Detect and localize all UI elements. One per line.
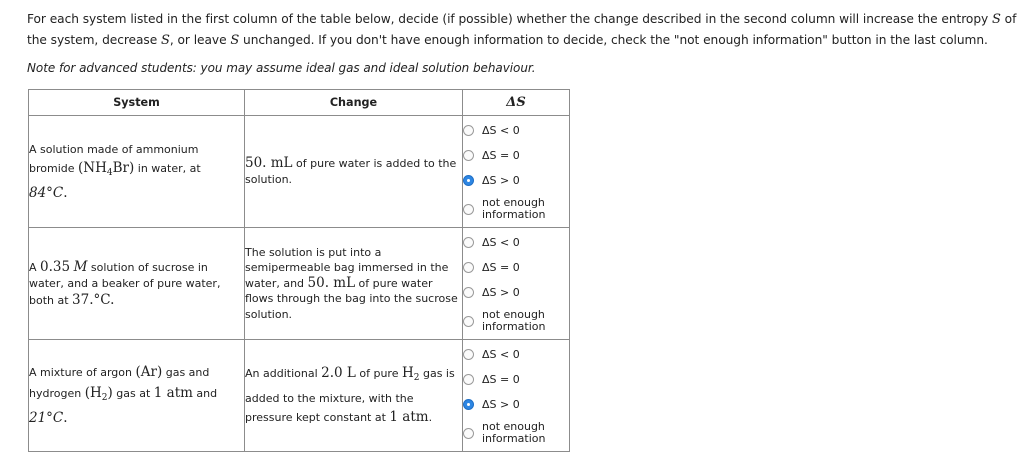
option-not-enough-info[interactable] — [463, 193, 569, 225]
instructions-text: For each system listed in the first column of the table below, decide (if possible) whether the change described in the second column will increase the entropy S of the system, decrease S, or leave S unchanged. If you don't have enough information to decide, check the "not enough information" button in the last column. — [27, 12, 1017, 48]
advanced-note: Note for advanced students: you may assume ideal gas and ideal solution behaviour. — [27, 61, 536, 75]
radio-button-selected[interactable] — [463, 175, 474, 186]
option-delta-s-negative[interactable] — [463, 118, 569, 143]
radio-button[interactable] — [463, 150, 474, 161]
option-label: ΔS > 0 — [482, 286, 520, 299]
header-system: System — [29, 90, 245, 116]
delta-s-options — [463, 116, 570, 228]
option-delta-s-zero[interactable] — [463, 255, 569, 280]
entropy-table — [28, 89, 570, 452]
delta-s-options — [463, 228, 570, 340]
delta-s-options — [463, 340, 570, 452]
option-delta-s-positive[interactable] — [463, 280, 569, 305]
radio-button[interactable] — [463, 374, 474, 385]
instructions — [27, 9, 1017, 79]
change-cell: The solution is put into a semipermeable bag immersed in the water, and 50. mL of pure water flows through the bag into the sucrose solution. — [245, 228, 463, 340]
radio-button[interactable] — [463, 262, 474, 273]
radio-button[interactable] — [463, 204, 474, 215]
radio-button[interactable] — [463, 428, 474, 439]
change-cell: An additional 2.0 L of pure $H_2$ gas is added to the mixture, with the pressure kept constant at 1 atm. — [245, 340, 463, 452]
header-change: Change — [245, 90, 463, 116]
option-label: not enough information — [482, 419, 546, 445]
option-delta-s-negative[interactable] — [463, 230, 569, 255]
system-cell: A 0.35 M solution of sucrose in water, and a beaker of pure water, both at 37.°C. — [29, 228, 245, 340]
option-label: ΔS < 0 — [482, 236, 520, 249]
option-label: not enough information — [482, 307, 546, 333]
option-label: ΔS = 0 — [482, 373, 520, 386]
radio-button[interactable] — [463, 349, 474, 360]
table-row — [29, 116, 570, 228]
option-delta-s-negative[interactable] — [463, 342, 569, 367]
radio-button[interactable] — [463, 125, 474, 136]
option-delta-s-zero[interactable] — [463, 143, 569, 168]
option-delta-s-positive[interactable] — [463, 392, 569, 417]
option-not-enough-info[interactable] — [463, 417, 569, 449]
option-delta-s-positive[interactable] — [463, 168, 569, 193]
radio-button[interactable] — [463, 237, 474, 248]
change-cell: 50. mL of pure water is added to the solution. — [245, 116, 463, 228]
option-not-enough-info[interactable] — [463, 305, 569, 337]
radio-button[interactable] — [463, 287, 474, 298]
option-label: ΔS < 0 — [482, 124, 520, 137]
option-label: ΔS = 0 — [482, 261, 520, 274]
option-label: ΔS < 0 — [482, 348, 520, 361]
option-label: ΔS > 0 — [482, 398, 520, 411]
header-delta-s: ΔS — [463, 90, 570, 116]
system-cell: A solution made of ammonium bromide $(NH_4Br)$ in water, at 84°C. — [29, 116, 245, 228]
system-cell: A mixture of argon (Ar) gas and hydrogen $(H_2)$ gas at 1 atm and 21°C. — [29, 340, 245, 452]
table-row — [29, 340, 570, 452]
option-label: ΔS = 0 — [482, 149, 520, 162]
option-delta-s-zero[interactable] — [463, 367, 569, 392]
option-label: ΔS > 0 — [482, 174, 520, 187]
radio-button[interactable] — [463, 316, 474, 327]
radio-button-selected[interactable] — [463, 399, 474, 410]
table-row — [29, 228, 570, 340]
option-label: not enough information — [482, 195, 546, 221]
